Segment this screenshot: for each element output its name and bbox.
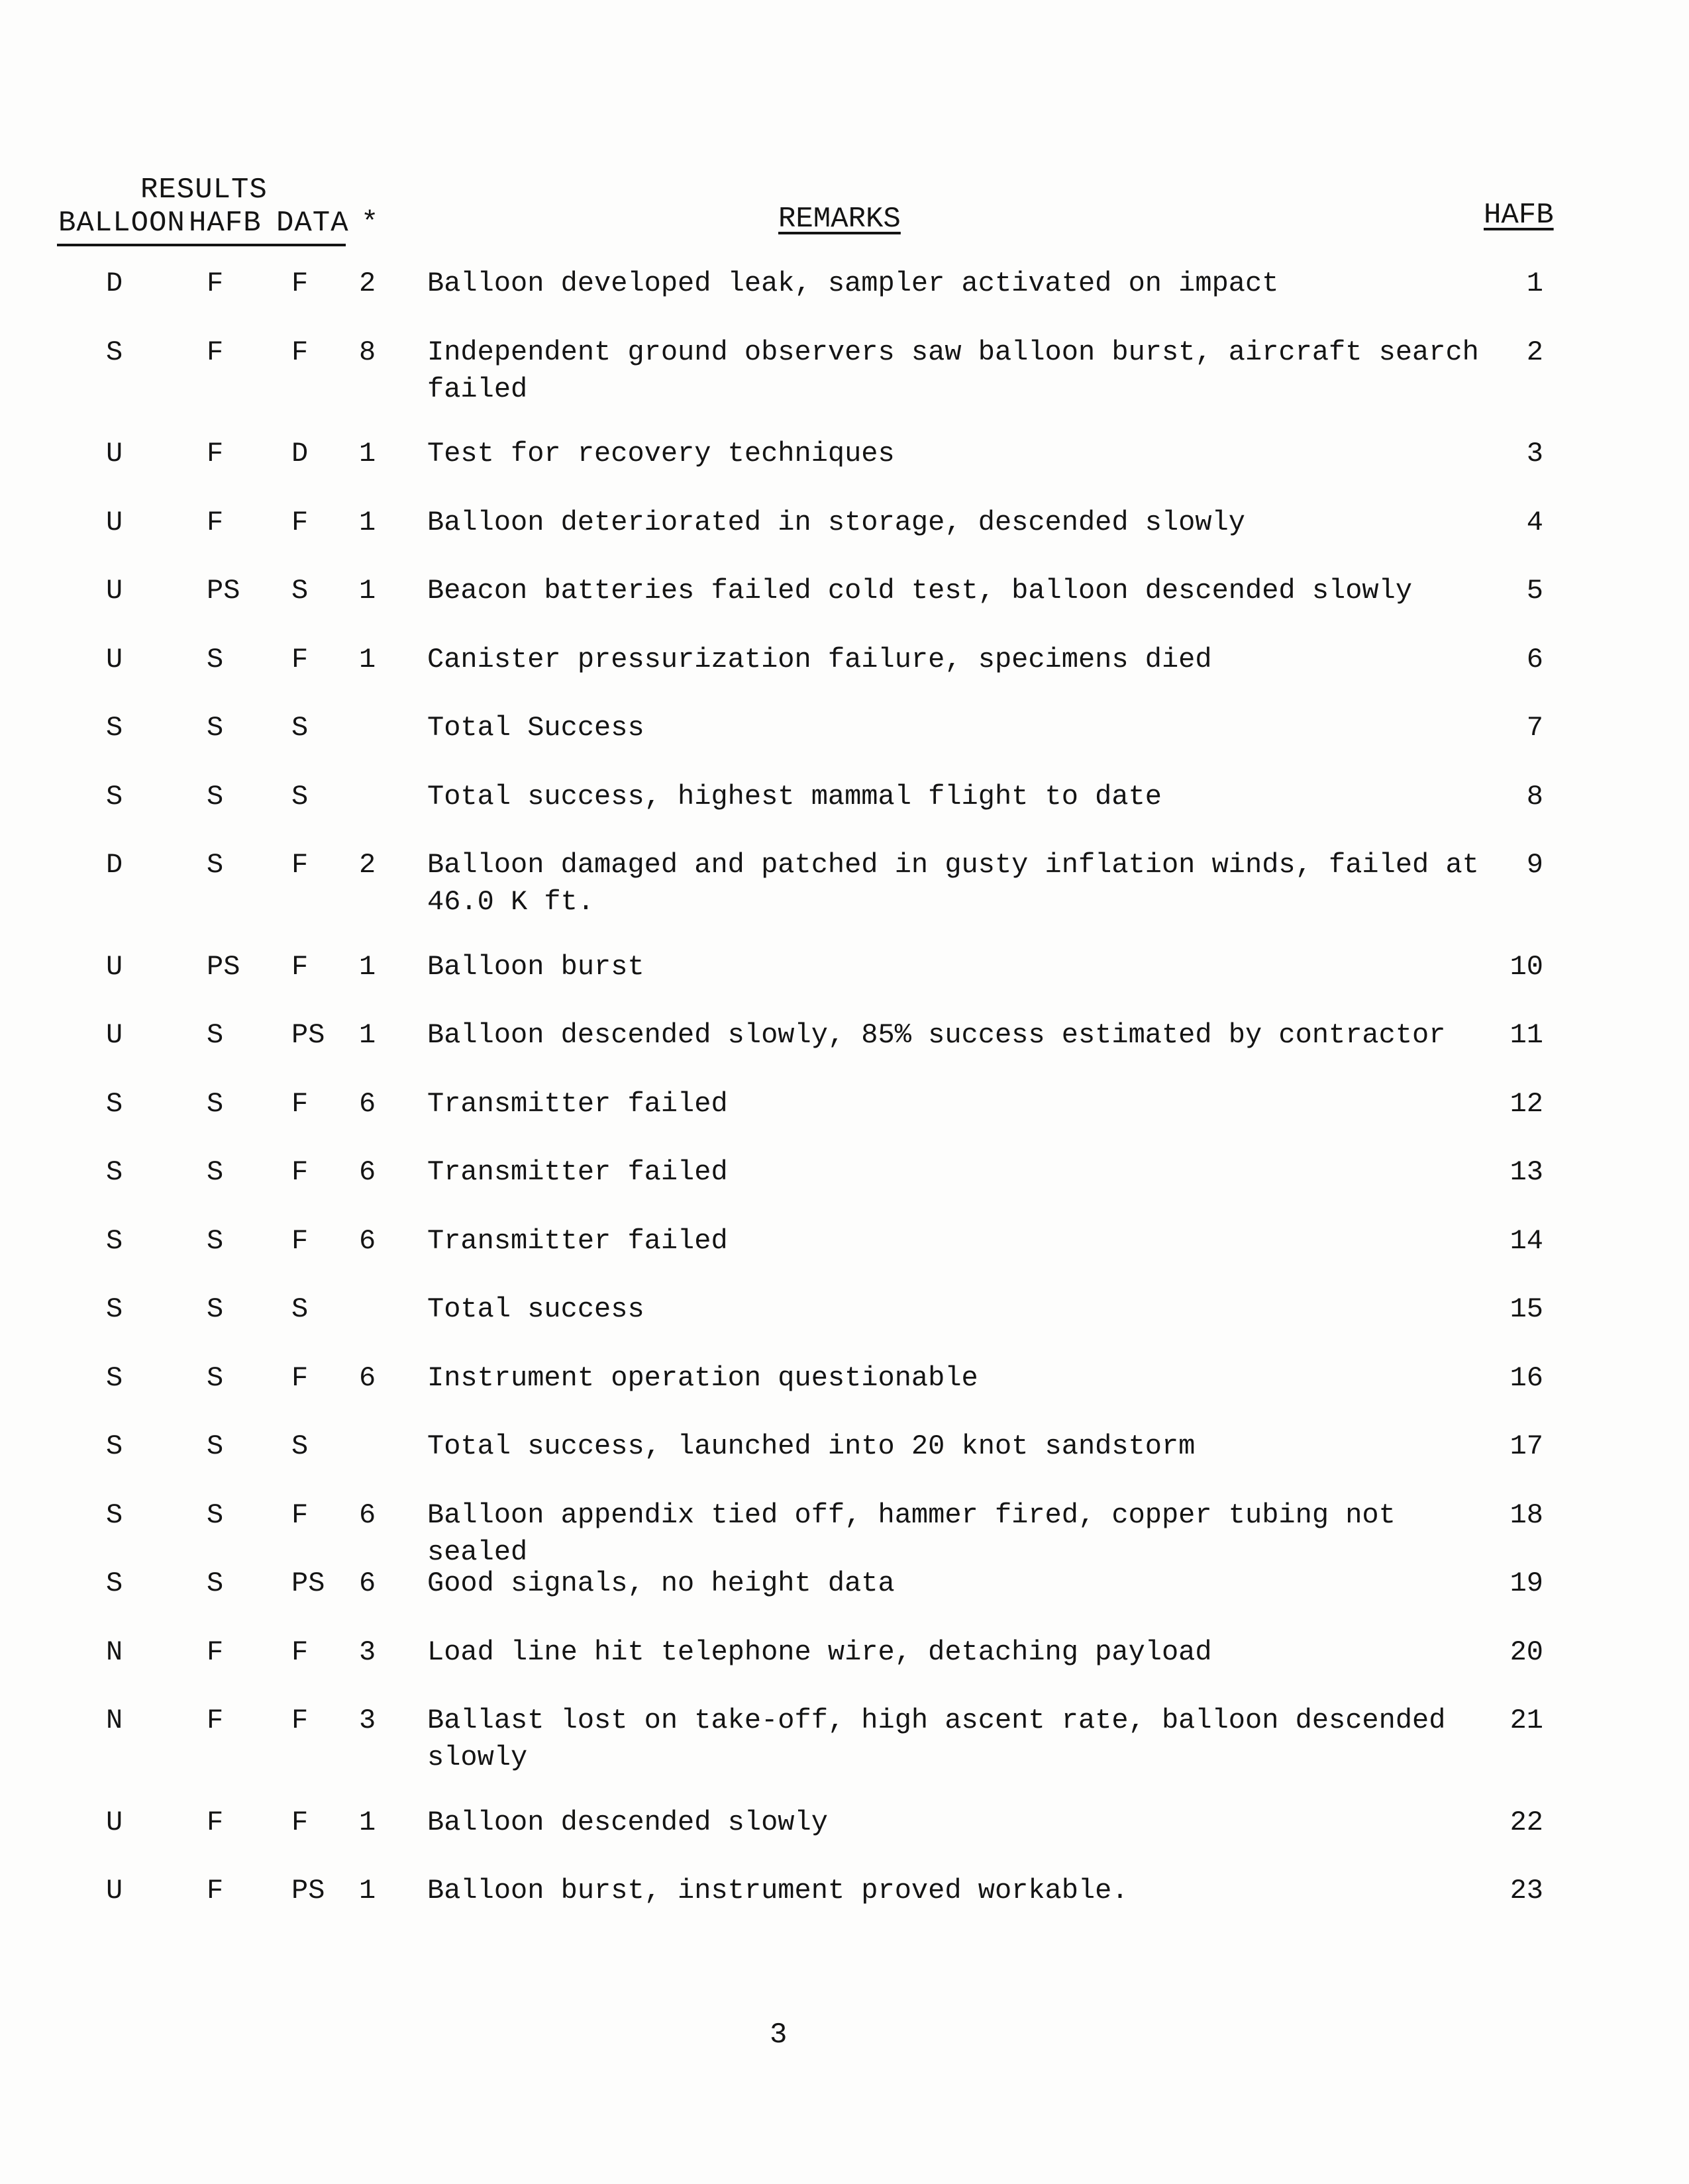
data-result-cell: F xyxy=(291,268,309,299)
hafb-number-cell: 3 xyxy=(1526,438,1543,470)
remark-cell: Transmitter failed xyxy=(427,1087,728,1120)
balloon-result-cell: U xyxy=(106,575,123,607)
data-result-cell: F xyxy=(291,643,309,675)
remark-cell: Total success xyxy=(427,1293,644,1325)
table-row xyxy=(0,572,1689,641)
table-row xyxy=(0,1702,1689,1804)
balloon-result-cell: S xyxy=(106,1224,123,1257)
data-result-cell: PS xyxy=(291,1567,325,1599)
star-code-cell: 6 xyxy=(359,1567,376,1599)
hafb-number-cell: 23 xyxy=(1510,1875,1543,1907)
hafb-number-cell: 8 xyxy=(1526,780,1543,813)
hafb-result-cell: S xyxy=(207,643,224,675)
balloon-result-cell: S xyxy=(106,1567,123,1599)
data-result-cell: F xyxy=(291,506,309,538)
data-result-cell: F xyxy=(291,1156,309,1188)
data-result-cell: PS xyxy=(291,1019,325,1051)
hafb-number-cell: 7 xyxy=(1526,712,1543,744)
balloon-result-cell: S xyxy=(106,1362,123,1394)
hafb-result-cell: S xyxy=(207,1362,224,1394)
remark-cell: Transmitter failed xyxy=(427,1156,728,1188)
remark-cell: Total Success xyxy=(427,712,644,744)
table-row xyxy=(0,1428,1689,1497)
hafb-result-cell: PS xyxy=(207,950,240,983)
data-result-cell: F xyxy=(291,1224,309,1257)
table-row xyxy=(0,504,1689,573)
hafb-number-cell: 2 xyxy=(1526,336,1543,368)
star-code-cell: 2 xyxy=(359,849,376,881)
remark-cell: Instrument operation questionable xyxy=(427,1362,978,1394)
balloon-result-cell: S xyxy=(106,780,123,813)
hafb-result-cell: S xyxy=(207,1019,224,1051)
hafb-number-cell: 17 xyxy=(1510,1430,1543,1462)
balloon-result-cell: S xyxy=(106,1293,123,1325)
hafb-number-cell: 18 xyxy=(1510,1499,1543,1531)
data-result-cell: F xyxy=(291,1806,309,1838)
balloon-result-cell: U xyxy=(106,643,123,675)
table-row xyxy=(0,846,1689,948)
star-code-cell: 6 xyxy=(359,1499,376,1531)
star-code-cell: 1 xyxy=(359,575,376,607)
balloon-result-cell: N xyxy=(106,1636,123,1668)
hafb-number-cell: 11 xyxy=(1510,1019,1543,1051)
table-row xyxy=(0,948,1689,1017)
table-row xyxy=(0,1291,1689,1360)
remark-cell: Test for recovery techniques xyxy=(427,438,895,470)
hafb-number-cell: 5 xyxy=(1526,575,1543,607)
hafb-result-cell: S xyxy=(207,1156,224,1188)
star-code-cell: 6 xyxy=(359,1087,376,1120)
table-row xyxy=(0,334,1689,436)
column-header-hafb: HAFB xyxy=(189,207,262,240)
table-row xyxy=(0,1085,1689,1154)
remark-cell: Transmitter failed xyxy=(427,1224,728,1257)
balloon-result-cell: U xyxy=(106,1875,123,1907)
star-code-cell: 1 xyxy=(359,1019,376,1051)
balloon-result-cell: S xyxy=(106,712,123,744)
remark-cell: Total success, launched into 20 knot sandstorm xyxy=(427,1430,1196,1462)
data-result-cell: S xyxy=(291,780,309,813)
results-header-underline xyxy=(57,244,346,246)
balloon-result-cell: U xyxy=(106,506,123,538)
hafb-result-cell: F xyxy=(207,1705,224,1736)
results-table xyxy=(0,265,1689,1941)
column-header-hafb-number: HAFB xyxy=(1484,199,1554,232)
remark-cell: Balloon deteriorated in storage, descended slowly xyxy=(427,506,1246,538)
star-code-cell: 3 xyxy=(359,1705,376,1736)
star-code-cell: 1 xyxy=(359,643,376,675)
table-row xyxy=(0,1222,1689,1291)
balloon-result-cell: U xyxy=(106,1019,123,1051)
balloon-result-cell: U xyxy=(106,950,123,983)
table-row xyxy=(0,1497,1689,1568)
hafb-number-cell: 21 xyxy=(1510,1705,1543,1736)
hafb-result-cell: S xyxy=(207,1087,224,1120)
balloon-result-cell: U xyxy=(106,1806,123,1838)
hafb-result-cell: S xyxy=(207,780,224,813)
table-row xyxy=(0,1154,1689,1222)
hafb-result-cell: F xyxy=(207,438,224,470)
hafb-result-cell: F xyxy=(207,336,224,368)
remark-cell: Balloon developed leak, sampler activated on impact xyxy=(427,268,1279,299)
data-result-cell: F xyxy=(291,1636,309,1668)
table-row xyxy=(0,435,1689,504)
hafb-number-cell: 22 xyxy=(1510,1806,1543,1838)
data-result-cell: PS xyxy=(291,1875,325,1907)
hafb-result-cell: S xyxy=(207,1499,224,1531)
hafb-result-cell: F xyxy=(207,1806,224,1838)
hafb-result-cell: F xyxy=(207,1875,224,1907)
hafb-number-cell: 9 xyxy=(1526,849,1543,881)
remark-cell: Balloon appendix tied off, hammer fired, copper tubing not sealed xyxy=(427,1499,1413,1568)
remark-cell: Balloon damaged and patched in gusty inflation winds, failed at 46.0 K ft. xyxy=(427,849,1496,918)
hafb-result-cell: PS xyxy=(207,575,240,607)
column-header-data: DATA xyxy=(276,207,349,240)
data-result-cell: F xyxy=(291,950,309,983)
column-header-remarks: REMARKS xyxy=(778,203,901,236)
balloon-result-cell: S xyxy=(106,1087,123,1120)
table-row xyxy=(0,709,1689,778)
hafb-result-cell: S xyxy=(207,712,224,744)
table-row xyxy=(0,1565,1689,1634)
data-result-cell: F xyxy=(291,1705,309,1736)
data-result-cell: D xyxy=(291,438,309,470)
hafb-number-cell: 16 xyxy=(1510,1362,1543,1394)
remark-cell: Ballast lost on take-off, high ascent rate, balloon descended slowly xyxy=(427,1705,1462,1773)
star-code-cell: 6 xyxy=(359,1156,376,1188)
hafb-result-cell: S xyxy=(207,1293,224,1325)
hafb-result-cell: S xyxy=(207,1430,224,1462)
hafb-number-cell: 10 xyxy=(1510,950,1543,983)
star-code-cell: 1 xyxy=(359,1875,376,1907)
hafb-result-cell: S xyxy=(207,849,224,881)
star-code-cell: 2 xyxy=(359,268,376,299)
remark-cell: Balloon descended slowly, 85% success estimated by contractor xyxy=(427,1019,1446,1051)
results-group-label: RESULTS xyxy=(140,174,268,207)
star-code-cell: 6 xyxy=(359,1224,376,1257)
data-result-cell: F xyxy=(291,1087,309,1120)
star-code-cell: 1 xyxy=(359,506,376,538)
data-result-cell: S xyxy=(291,1430,309,1462)
hafb-result-cell: F xyxy=(207,1636,224,1668)
page-number: 3 xyxy=(770,2018,788,2052)
remark-cell: Independent ground observers saw balloon burst, aircraft search failed xyxy=(427,336,1496,405)
star-code-cell: 1 xyxy=(359,950,376,983)
table-row xyxy=(0,265,1689,334)
star-code-cell: 3 xyxy=(359,1636,376,1668)
table-row xyxy=(0,1017,1689,1085)
hafb-number-cell: 6 xyxy=(1526,643,1543,675)
balloon-result-cell: S xyxy=(106,1156,123,1188)
data-result-cell: F xyxy=(291,336,309,368)
balloon-result-cell: N xyxy=(106,1705,123,1736)
remark-cell: Good signals, no height data xyxy=(427,1567,895,1599)
hafb-result-cell: S xyxy=(207,1224,224,1257)
balloon-result-cell: U xyxy=(106,438,123,470)
hafb-result-cell: S xyxy=(207,1567,224,1599)
hafb-number-cell: 12 xyxy=(1510,1087,1543,1120)
data-result-cell: S xyxy=(291,1293,309,1325)
hafb-number-cell: 15 xyxy=(1510,1293,1543,1325)
star-code-cell: 1 xyxy=(359,438,376,470)
balloon-result-cell: D xyxy=(106,268,123,299)
table-row xyxy=(0,641,1689,710)
column-header-balloon: BALLOON xyxy=(58,207,185,240)
hafb-number-cell: 19 xyxy=(1510,1567,1543,1599)
hafb-number-cell: 14 xyxy=(1510,1224,1543,1257)
hafb-result-cell: F xyxy=(207,506,224,538)
data-result-cell: F xyxy=(291,849,309,881)
balloon-result-cell: S xyxy=(106,1499,123,1531)
remark-cell: Balloon burst, instrument proved workable. xyxy=(427,1875,1129,1907)
hafb-number-cell: 13 xyxy=(1510,1156,1543,1188)
hafb-result-cell: F xyxy=(207,268,224,299)
table-row xyxy=(0,1360,1689,1428)
hafb-number-cell: 4 xyxy=(1526,506,1543,538)
remark-cell: Balloon burst xyxy=(427,950,644,983)
column-header-star: * xyxy=(361,207,380,240)
balloon-result-cell: D xyxy=(106,849,123,881)
remark-cell: Balloon descended slowly xyxy=(427,1806,828,1838)
balloon-result-cell: S xyxy=(106,336,123,368)
table-row xyxy=(0,1804,1689,1873)
table-row xyxy=(0,778,1689,847)
balloon-result-cell: S xyxy=(106,1430,123,1462)
star-code-cell: 6 xyxy=(359,1362,376,1394)
table-row xyxy=(0,1872,1689,1941)
table-row xyxy=(0,1634,1689,1703)
remark-cell: Canister pressurization failure, specimens died xyxy=(427,643,1212,675)
remark-cell: Load line hit telephone wire, detaching payload xyxy=(427,1636,1212,1668)
remark-cell: Total success, highest mammal flight to date xyxy=(427,780,1162,813)
data-result-cell: S xyxy=(291,575,309,607)
star-code-cell: 8 xyxy=(359,336,376,368)
star-code-cell: 1 xyxy=(359,1806,376,1838)
hafb-number-cell: 1 xyxy=(1526,268,1543,299)
data-result-cell: F xyxy=(291,1362,309,1394)
data-result-cell: F xyxy=(291,1499,309,1531)
hafb-number-cell: 20 xyxy=(1510,1636,1543,1668)
remark-cell: Beacon batteries failed cold test, balloon descended slowly xyxy=(427,575,1413,607)
data-result-cell: S xyxy=(291,712,309,744)
